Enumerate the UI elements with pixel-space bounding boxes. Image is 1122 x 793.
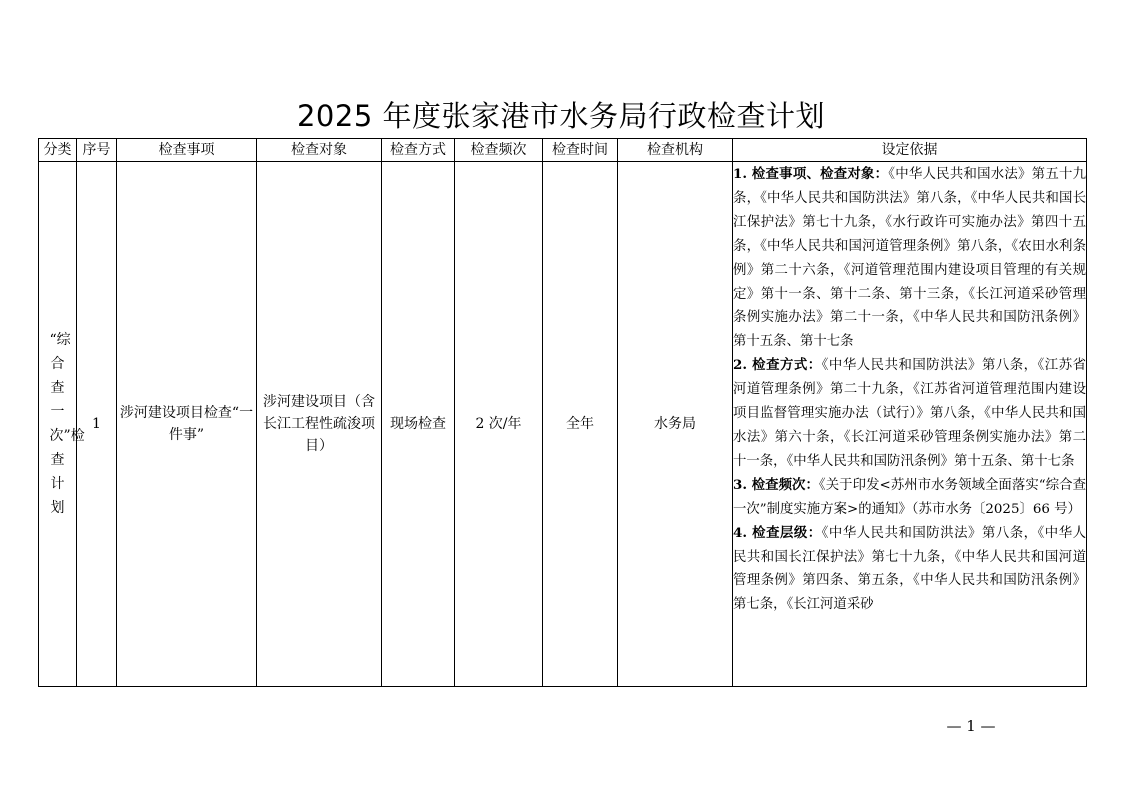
document-title: 2025 年度张家港市水务局行政检查计划	[296, 99, 826, 133]
number-text: 1	[92, 416, 101, 432]
basis-heading: 4. 检查层级：	[733, 524, 822, 541]
basis-heading: 2. 检查方式：	[733, 357, 822, 374]
basis-text-block	[733, 163, 1086, 685]
item-cell	[117, 162, 257, 687]
method-text: 现场检查	[390, 416, 446, 432]
method-cell	[382, 162, 455, 687]
time-text: 全年	[566, 416, 594, 432]
basis-text: 《中华人民共和国防洪法》第八条，《中华人民共和国长江保护法》第七十九条，《中华人民共和国河道管理条例》第四条、第五条，《中华人民共和国防汛条例》第七条，《长江河道采砂	[733, 525, 1086, 613]
time-cell	[543, 162, 618, 687]
header-method: 检查方式	[382, 139, 455, 162]
object-text: 涉河建设项目（含长江工程性疏浚项目）	[263, 394, 375, 454]
basis-text: 《中华人民共和国防洪法》第八条，《江苏省河道管理条例》第二十九条，《江苏省河道管理范围内建设项目监督管理实施办法（试行）》第八条，《中华人民共和国水法》第六十条，《长江河道采砂管理条例实施办法》第二十一条，《中华人民共和国防汛条例》第十五条、第十七条	[733, 358, 1086, 469]
header-item: 检查事项	[117, 139, 257, 162]
header-object: 检查对象	[257, 139, 382, 162]
basis-item	[733, 163, 1086, 354]
frequency-text: 2 次/年	[475, 416, 522, 432]
category-text: “综合查一次”检查计划	[49, 332, 85, 516]
header-time: 检查时间	[543, 139, 618, 162]
agency-cell	[618, 162, 733, 687]
table-header-row	[39, 139, 1087, 162]
table-row	[39, 162, 1087, 687]
header-agency: 检查机构	[618, 139, 733, 162]
basis-item	[733, 474, 1086, 522]
basis-item	[733, 354, 1086, 474]
basis-cell	[733, 162, 1087, 687]
basis-heading: 1. 检查事项、检查对象：	[733, 166, 889, 182]
agency-text: 水务局	[654, 416, 696, 432]
inspection-plan-table	[38, 138, 1087, 687]
object-cell	[257, 162, 382, 687]
header-number: 序号	[77, 139, 117, 162]
header-basis: 设定依据	[733, 139, 1087, 162]
category-cell	[39, 162, 85, 687]
frequency-cell	[455, 162, 543, 687]
number-cell	[77, 162, 117, 687]
header-frequency: 检查频次	[455, 139, 543, 162]
basis-text: 《中华人民共和国水法》第五十九条，《中华人民共和国防洪法》第八条，《中华人民共和国长江保护法》第七十九条，《水行政许可实施办法》第四十五条，《中华人民共和国河道管理条例》第八条，《农田水利条例》第二十六条，《河道管理范围内建设项目管理的有关规定》第十一条、第十二条、第十三条，《长江河道采砂管理条例实施办法》第二十一条，《中华人民共和国防汛条例》第十五条、第十七条	[733, 167, 1086, 350]
item-text: 涉河建设项目检查“一件事”	[119, 405, 254, 443]
page-number: — 1 —	[946, 717, 996, 735]
basis-item	[733, 522, 1086, 618]
header-category: 分类	[39, 139, 77, 162]
basis-heading: 3. 检查频次：	[733, 476, 819, 493]
basis-text: 《关于印发<苏州市水务领域全面落实“综合查一次”制度实施方案>的通知》（苏市水务〔2025〕66 号）	[733, 477, 1086, 517]
